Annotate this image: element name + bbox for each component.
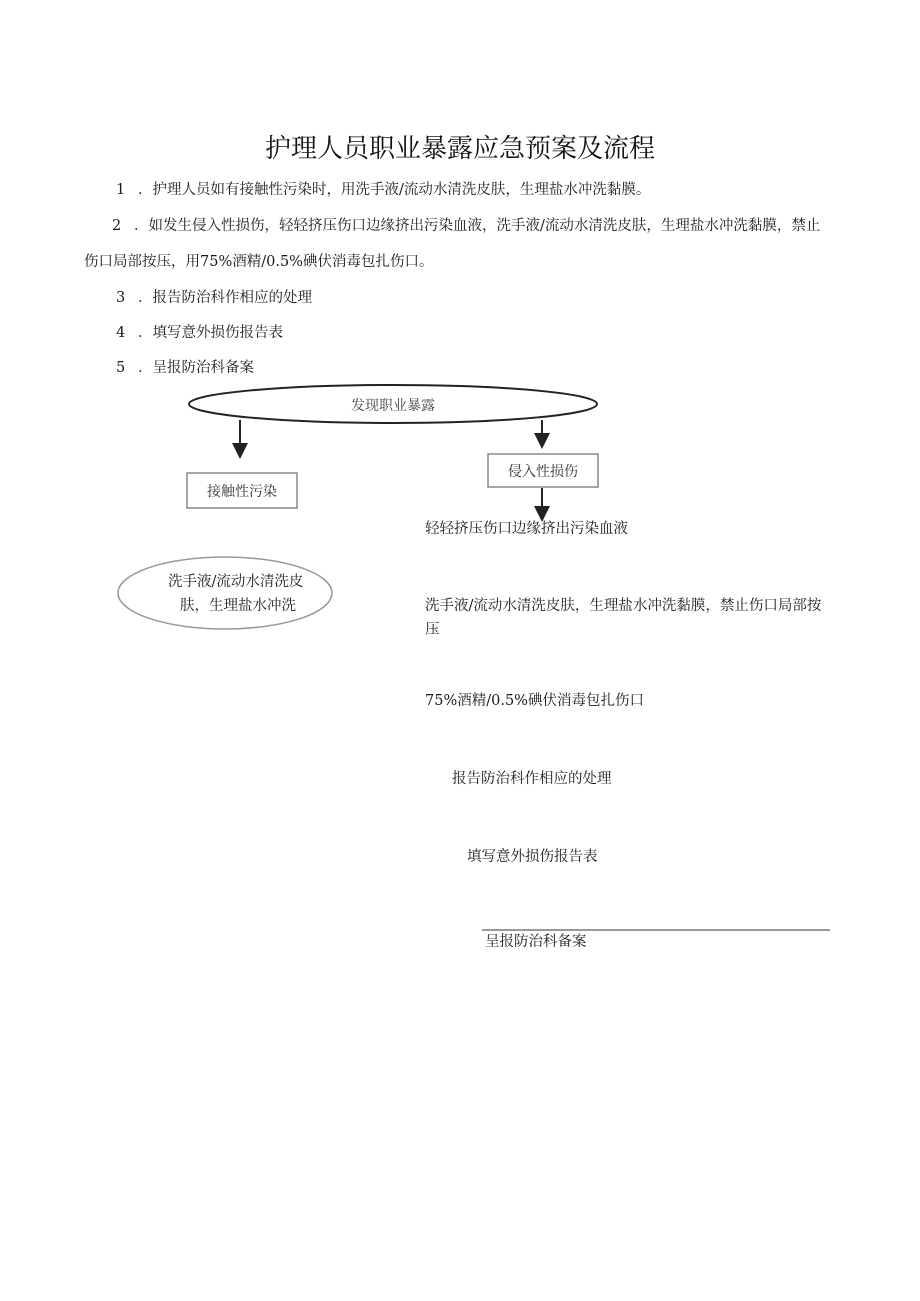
right-step-3: 75%酒精/0.5%碘伏消毒包扎伤口 (425, 693, 644, 709)
step-text: ．护理人员如有接触性污染时，用洗手液/流动水清洗皮肤，生理盐水冲洗黏膜。 (138, 182, 651, 198)
right-step-1: 轻轻挤压伤口边缘挤出污染血液 (425, 521, 628, 537)
page-title: 护理人员职业暴露应急预案及流程 (264, 134, 655, 164)
invasive-label: 侵入性损伤 (508, 464, 578, 480)
right-step-4: 报告防治科作相应的处理 (452, 771, 612, 787)
step-number: 2 (112, 218, 122, 234)
start-label: 发现职业暴露 (351, 398, 435, 414)
step-text: ．如发生侵入性损伤，轻轻挤压伤口边缘挤出污染血液，洗手液/流动水清洗皮肤，生理盐水冲洗黏膜，禁止伤口局部按压，用75%酒精/0.5%碘伏消毒包扎伤口。 (84, 218, 821, 270)
wash-line-2: 肤，生理盐水冲洗 (180, 598, 296, 614)
step-number: 1 (116, 182, 126, 198)
wash-line-1: 洗手液/流动水清洗皮 (168, 574, 304, 590)
step-text: ．报告防治科作相应的处理 (138, 290, 312, 306)
right-step-2: 洗手液/流动水清洗皮肤，生理盐水冲洗黏膜，禁止伤口局部按压 (425, 598, 822, 638)
contact-label: 接触性污染 (207, 484, 277, 500)
step-number: 5 (116, 360, 126, 376)
right-step-6: 呈报防治科备案 (485, 934, 587, 950)
step-number: 3 (116, 290, 126, 306)
step-text: ．呈报防治科备案 (138, 360, 254, 376)
step-number: 4 (116, 325, 126, 341)
step-text: ．填写意外损伤报告表 (138, 325, 283, 341)
right-step-5: 填写意外损伤报告表 (467, 849, 598, 865)
